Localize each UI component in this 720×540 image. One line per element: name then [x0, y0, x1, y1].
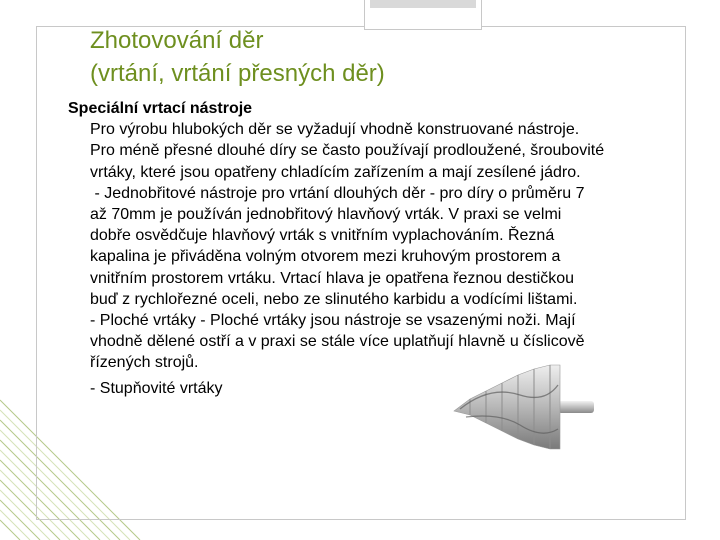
body-line: - Ploché vrtáky - Ploché vrtáky jsou nástroje se vsazenými noži. Mají: [90, 312, 576, 330]
body-line: vhodně dělené ostří a v praxi se stále více uplatňují hlavně u číslicově: [90, 333, 585, 351]
title-tab-bar: [370, 0, 476, 8]
body-line: vrtáky, které jsou opatřeny chladícím zařízením a mají zesílené jádro.: [90, 163, 581, 181]
slide-title: [90, 24, 385, 90]
body-line: - Jednobřitové nástroje pro vrtání dlouhých děr - pro díry o průměru 7: [90, 184, 585, 202]
body-line: Pro výrobu hlubokých děr se vyžadují vhodně konstruované nástroje.: [90, 121, 580, 139]
slide-title-line-1: Zhotovování děr: [90, 27, 264, 54]
body-line: až 70mm je používán jednobřitový hlavňový vrták. V praxi se velmi: [90, 206, 562, 224]
body-line: dobře osvědčuje hlavňový vrták s vnitřním vyplachováním. Řezná: [90, 227, 555, 245]
step-drill-bit-icon: [450, 355, 600, 475]
body-line: buď z rychlořezné oceli, nebo ze slinutého karbidu a vodícími lištami.: [90, 290, 578, 308]
slide-title-line-2: (vrtání, vrtání přesných děr): [90, 60, 385, 87]
body-line: kapalina je přiváděna volným otvorem mezi kruhovým prostorem a: [90, 248, 561, 266]
body-line: Pro méně přesné dlouhé díry se často používají prodloužené, šroubovité: [90, 142, 605, 160]
body-line: řízených strojů.: [90, 354, 199, 372]
slide-body: [68, 98, 688, 399]
body-line: vnitřním prostorem vrtáku. Vrtací hlava je opatřena řeznou destičkou: [90, 269, 575, 287]
body-line: - Stupňovité vrtáky: [90, 379, 223, 397]
section-heading: Speciální vrtací nástroje: [68, 100, 253, 117]
